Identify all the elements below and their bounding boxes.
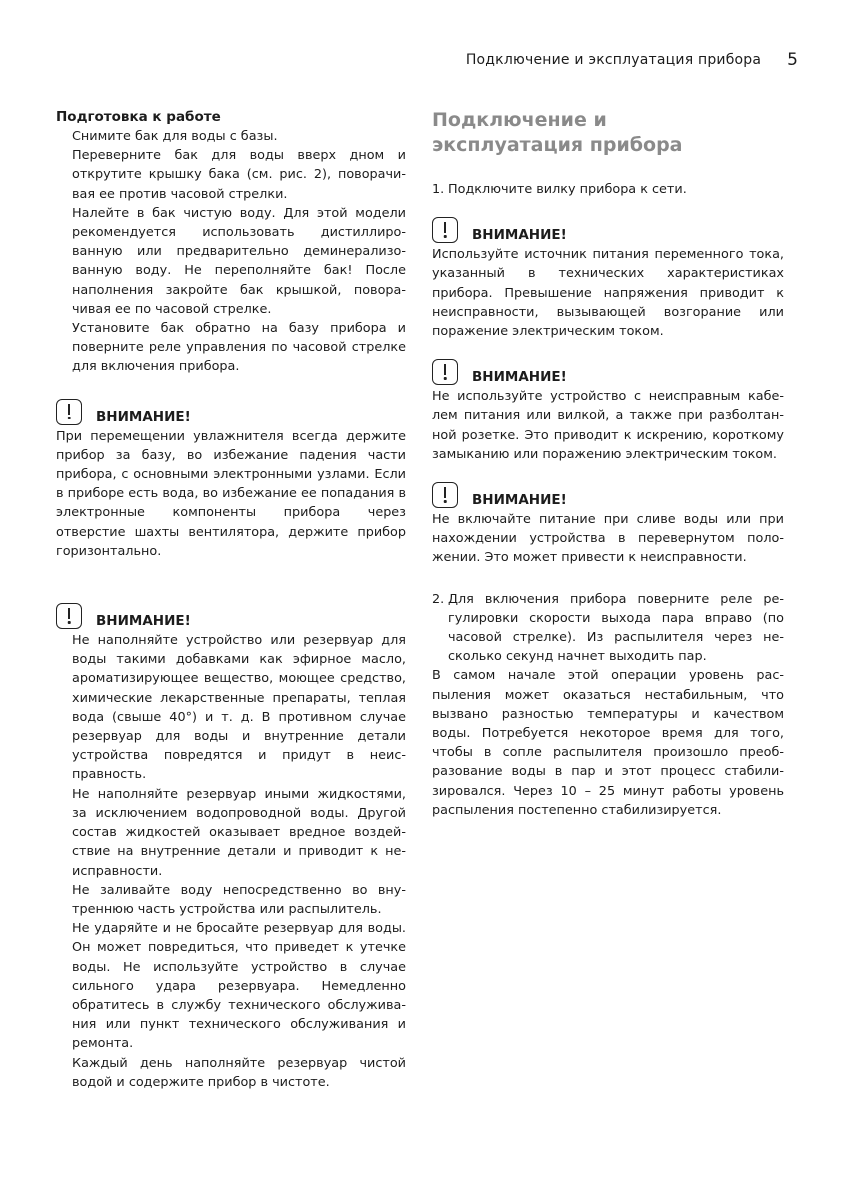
warning-text: При перемещении увлажнителя всегда держите прибор за базу, во избежание падения части прибора, с основными электронными узлами. Если в приборе есть вода, во избежание ее попадания в электронные компоненты прибора через отверстие шахты вентилятора, держите прибор горизонтально. [56,428,406,559]
step-note: В самом начале этой операции уровень распыления может оказаться нестабильным, что вызвано разностью температуры и качеством воды. Потребуется некоторое время для того, чтобы в сопле распылителя произошло преобразование воды в пар и этот процесс стабилизировался. Через 10 – 25 минут работы уровень распыления постепенно стабилизируется. [432,668,784,818]
warning-icon [432,359,458,385]
step-2 [432,590,784,667]
page-header [466,50,798,70]
step-number: 2. [432,591,445,607]
warning-text: Не используйте устройство с неисправным кабелем питания или вилкой, а также при разболтанной розетке. Это приводит к искрению, короткому замыканию или поражению электрическим током. [432,389,784,462]
step-text: Подключите вилку прибора к сети. [448,182,687,197]
warning-label: ВНИМАНИЕ! [472,227,567,244]
warning-item: Не заливайте воду непосредственно во внутреннюю часть устройства или распылитель. [72,882,406,917]
warning-icon [56,603,82,629]
warning-icon [432,482,458,508]
warning-header [56,393,406,425]
warning-item: Не ударяйте и не бросайте резервуар для воды. Он может повредиться, что приведет к утечке воды. Не используйте устройство в случае сильного удара резервуара. Немедленно обратитесь в службу технического обслуживания или пункт технического обслуживания и ремонта. [72,921,406,1052]
right-column [432,108,784,820]
warning-header [432,476,784,508]
warning-item: Не наполняйте устройство или резервуар для воды такими добавками как эфирное масло, ароматизирующее вещество, моющее средство, химические лекарственные препараты, теплая вода (свыше 40°) и т. д. В противном случае резервуар для воды и внутренние детали устройства повредятся и придут в неисправность. [72,633,406,783]
warning-item: Каждый день наполняйте резервуар чистой водой и содержите прибор в чистоте. [72,1055,406,1090]
warning-header [56,597,406,629]
section-title: Подключение и эксплуатация прибора [432,109,683,156]
warning-header [432,211,784,243]
warning-item: Не наполняйте резервуар иными жидкостями, за исключением водопроводной воды. Другой состав жидкостей оказывает вредное воздействие на внутренние детали и приводит к неисправности. [72,786,406,879]
warning-label: ВНИМАНИЕ! [472,492,567,509]
warning-text: Не включайте питание при сливе воды или при нахождении устройства в перевернутом положении. Это может привести к неисправности. [432,512,784,566]
warning-icon [432,217,458,243]
warning-label: ВНИМАНИЕ! [472,369,567,386]
left-column [56,108,406,1092]
prep-step: Установите бак обратно на базу прибора и поверните реле управления по часовой стрелке для включения прибора. [72,321,406,375]
prep-step: Налейте в бак чистую воду. Для этой модели рекомендуется использовать дистиллированную или предварительно деминерализованную воду. Не переполняйте бак! После наполнения закройте бак крышкой, поворачивая ее по часовой стрелке. [72,205,406,317]
step-number: 1. [432,182,445,197]
step-1 [432,180,784,199]
step-text: Для включения прибора поверните реле регулировки скорости выхода пара вправо (по часовой стрелке). Из распылителя через несколько секунд начнет выходить пар. [448,591,784,665]
prep-step: Снимите бак для воды с базы. [72,129,278,144]
prep-step: Переверните бак для воды вверх дном и открутите крышку бака (см. рис. 2), поворачивая ее против часовой стрелки. [72,148,406,202]
page-number: 5 [787,50,798,70]
warning-text: Используйте источник питания переменного тока, указанный в технических характеристиках прибора. Превышение напряжения приводит к неисправности, вызывающей возгорание или поражение электрическим током. [432,247,784,340]
warning-icon [56,399,82,425]
header-title: Подключение и эксплуатация прибора [465,52,762,68]
warning-label: ВНИМАНИЕ! [96,613,191,630]
warning-header [432,353,784,385]
warning-label: ВНИМАНИЕ! [96,408,191,425]
prep-heading: Подготовка к работе [56,109,221,125]
